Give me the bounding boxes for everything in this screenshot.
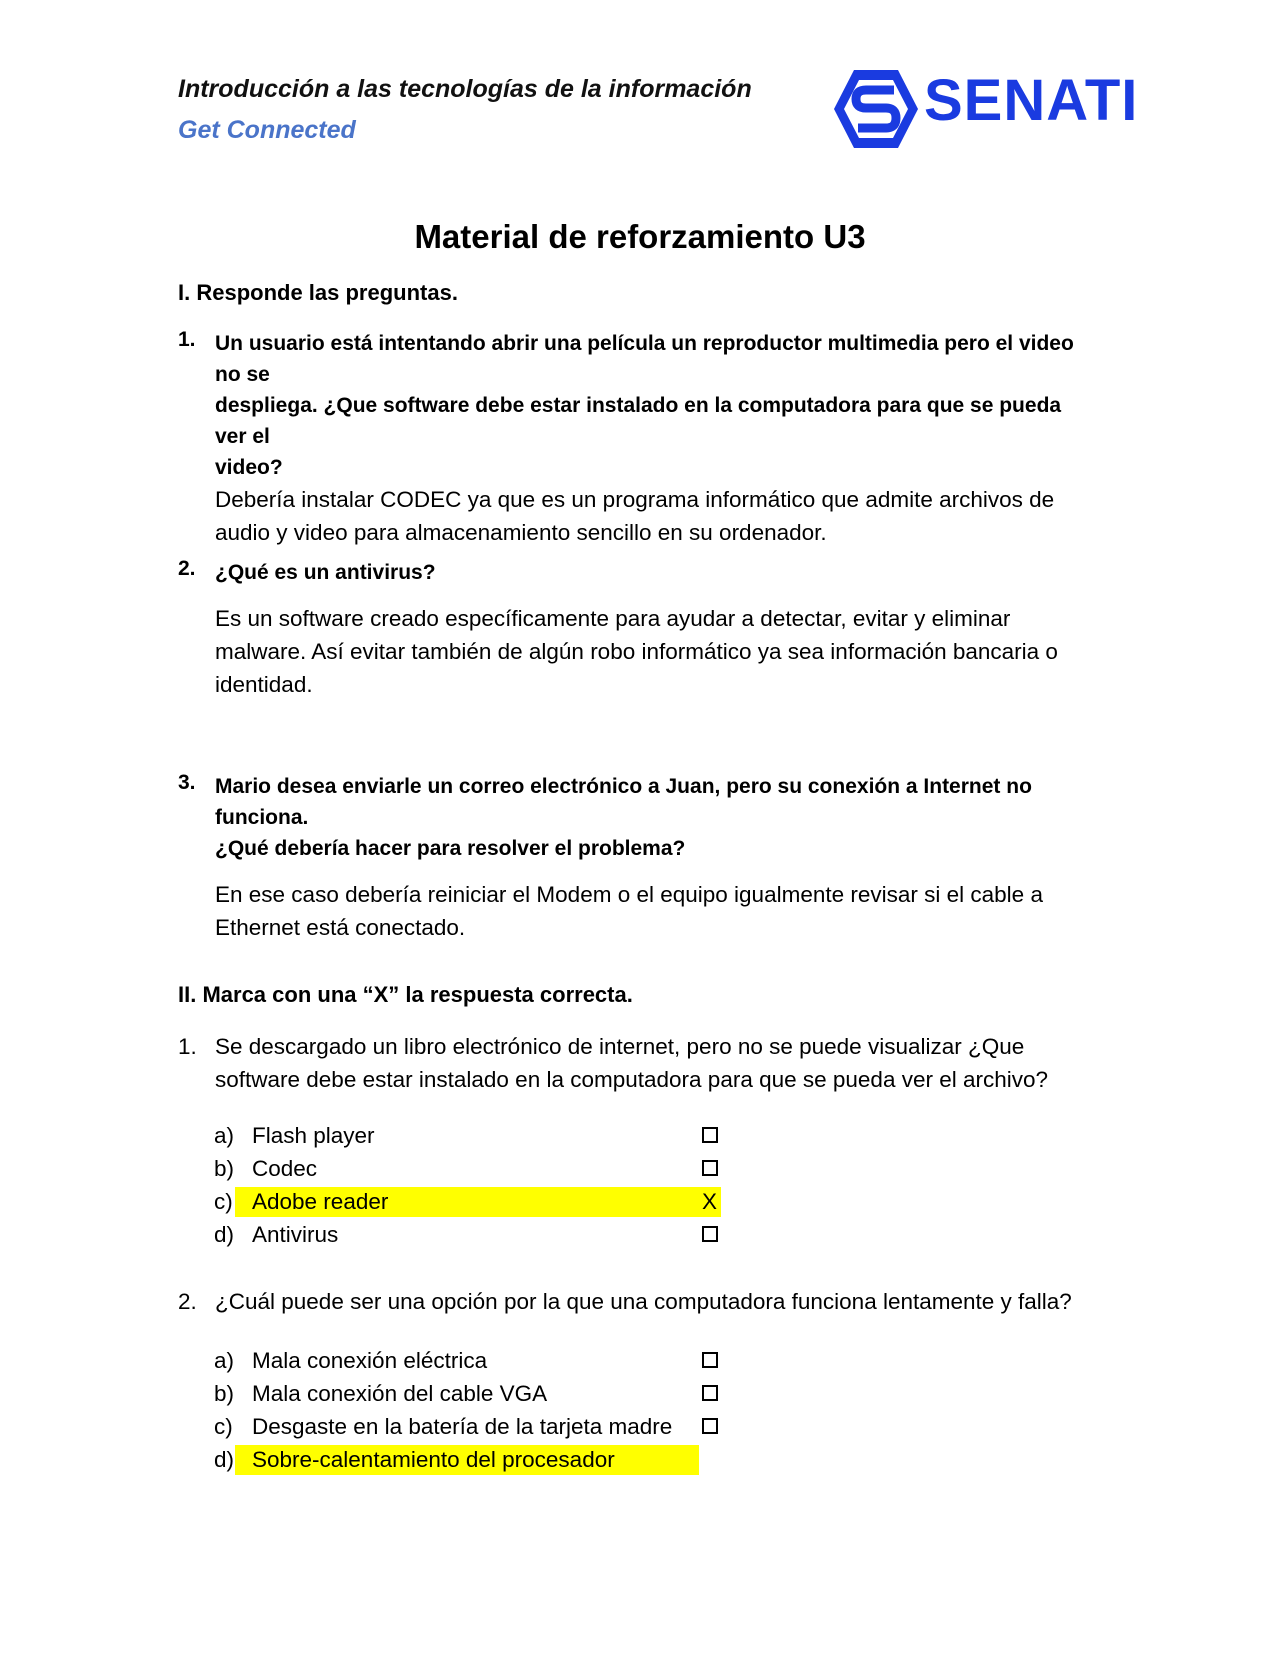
question-line: ¿Qué debería hacer para resolver el problema? bbox=[215, 837, 686, 860]
option-letter: a) bbox=[214, 1348, 235, 1373]
option-label: Mala conexión eléctrica bbox=[252, 1348, 488, 1373]
option-c bbox=[214, 1185, 734, 1218]
question-line: ¿Cuál puede ser una opción por la que una computadora funciona lentamente y falla? bbox=[215, 1289, 1072, 1314]
question-line: despliega. ¿Que software debe estar instalado en la computadora para que se pueda ver el bbox=[215, 394, 1062, 448]
answer-line: Ethernet está conectado. bbox=[215, 915, 466, 940]
course-title: Introducción a las tecnologías de la información bbox=[178, 75, 752, 103]
option-letter: d) bbox=[214, 1447, 235, 1472]
question-number: 3. bbox=[178, 771, 196, 794]
option-a bbox=[214, 1344, 734, 1377]
choice-question-2 bbox=[178, 1285, 1098, 1318]
option-letter: c) bbox=[214, 1189, 233, 1214]
answer-line: En ese caso debería reiniciar el Modem o el equipo igualmente revisar si el cable a bbox=[215, 882, 1043, 907]
answer-text bbox=[215, 602, 1098, 701]
checkbox[interactable] bbox=[702, 1352, 718, 1368]
options-list-2 bbox=[214, 1344, 734, 1476]
checkbox[interactable] bbox=[702, 1385, 718, 1401]
checkbox[interactable] bbox=[702, 1226, 718, 1242]
option-label: Adobe reader bbox=[252, 1189, 389, 1214]
answer-line: Debería instalar CODEC ya que es un programa informático que admite archivos de bbox=[215, 487, 1055, 512]
question-number: 2. bbox=[178, 1289, 197, 1314]
option-letter: b) bbox=[214, 1156, 235, 1181]
choice-question-1 bbox=[178, 1030, 1098, 1096]
document-title: Material de reforzamiento U3 bbox=[414, 218, 866, 255]
answer-text bbox=[215, 878, 1098, 944]
section-1-heading: I. Responde las preguntas. bbox=[178, 280, 458, 305]
option-letter: d) bbox=[214, 1222, 235, 1247]
answer-line: malware. Así evitar también de algún robo informático ya sea información bancaria o bbox=[215, 639, 1058, 664]
open-question-3 bbox=[178, 771, 1098, 944]
section-2-heading: II. Marca con una “X” la respuesta correcta. bbox=[178, 982, 633, 1007]
logo-wordmark: SENATI bbox=[924, 68, 1139, 133]
option-letter: c) bbox=[214, 1414, 233, 1439]
answer-line: Es un software creado específicamente para ayudar a detectar, evitar y eliminar bbox=[215, 606, 1011, 631]
open-question-2 bbox=[178, 557, 1098, 701]
course-subtitle: Get Connected bbox=[178, 116, 356, 144]
option-label: Antivirus bbox=[252, 1222, 339, 1247]
senati-logo bbox=[832, 68, 1137, 150]
checkbox[interactable] bbox=[702, 1127, 718, 1143]
question-line: Un usuario está intentando abrir una película un reproductor multimedia pero el video no se bbox=[215, 332, 1074, 386]
question-line: Se descargado un libro electrónico de internet, pero no se puede visualizar ¿Que bbox=[215, 1034, 1025, 1059]
question-number: 1. bbox=[178, 328, 196, 351]
question-text bbox=[215, 328, 1098, 483]
option-label: Sobre-calentamiento del procesador bbox=[252, 1447, 615, 1472]
question-text bbox=[215, 557, 1098, 588]
question-line: ¿Qué es un antivirus? bbox=[215, 561, 436, 584]
senati-hexagon-icon bbox=[832, 68, 920, 150]
option-b bbox=[214, 1152, 734, 1185]
answer-line: audio y video para almacenamiento sencillo en su ordenador. bbox=[215, 520, 827, 545]
option-label: Codec bbox=[252, 1156, 318, 1181]
question-line: video? bbox=[215, 456, 283, 479]
question-number: 1. bbox=[178, 1034, 197, 1059]
option-b bbox=[214, 1377, 734, 1410]
question-line: Mario desea enviarle un correo electrónico a Juan, pero su conexión a Internet no funciona. bbox=[215, 775, 1032, 829]
option-c bbox=[214, 1410, 734, 1443]
question-text bbox=[215, 1285, 1098, 1318]
option-d bbox=[214, 1443, 734, 1476]
option-label: Desgaste en la batería de la tarjeta madre bbox=[252, 1414, 673, 1439]
question-line: software debe estar instalado en la computadora para que se pueda ver el archivo? bbox=[215, 1067, 1049, 1092]
option-d bbox=[214, 1218, 734, 1251]
options-list-1 bbox=[214, 1119, 734, 1251]
answer-text bbox=[215, 483, 1098, 549]
option-label: Mala conexión del cable VGA bbox=[252, 1381, 548, 1406]
checkbox[interactable] bbox=[702, 1160, 718, 1176]
option-letter: b) bbox=[214, 1381, 235, 1406]
open-question-1 bbox=[178, 328, 1098, 549]
question-text bbox=[215, 771, 1098, 864]
answer-line: identidad. bbox=[215, 672, 313, 697]
question-number: 2. bbox=[178, 557, 196, 580]
option-letter: a) bbox=[214, 1123, 235, 1148]
option-a bbox=[214, 1119, 734, 1152]
question-text bbox=[215, 1030, 1098, 1096]
x-mark[interactable]: X bbox=[702, 1189, 718, 1214]
option-label: Flash player bbox=[252, 1123, 375, 1148]
checkbox[interactable] bbox=[702, 1418, 718, 1434]
